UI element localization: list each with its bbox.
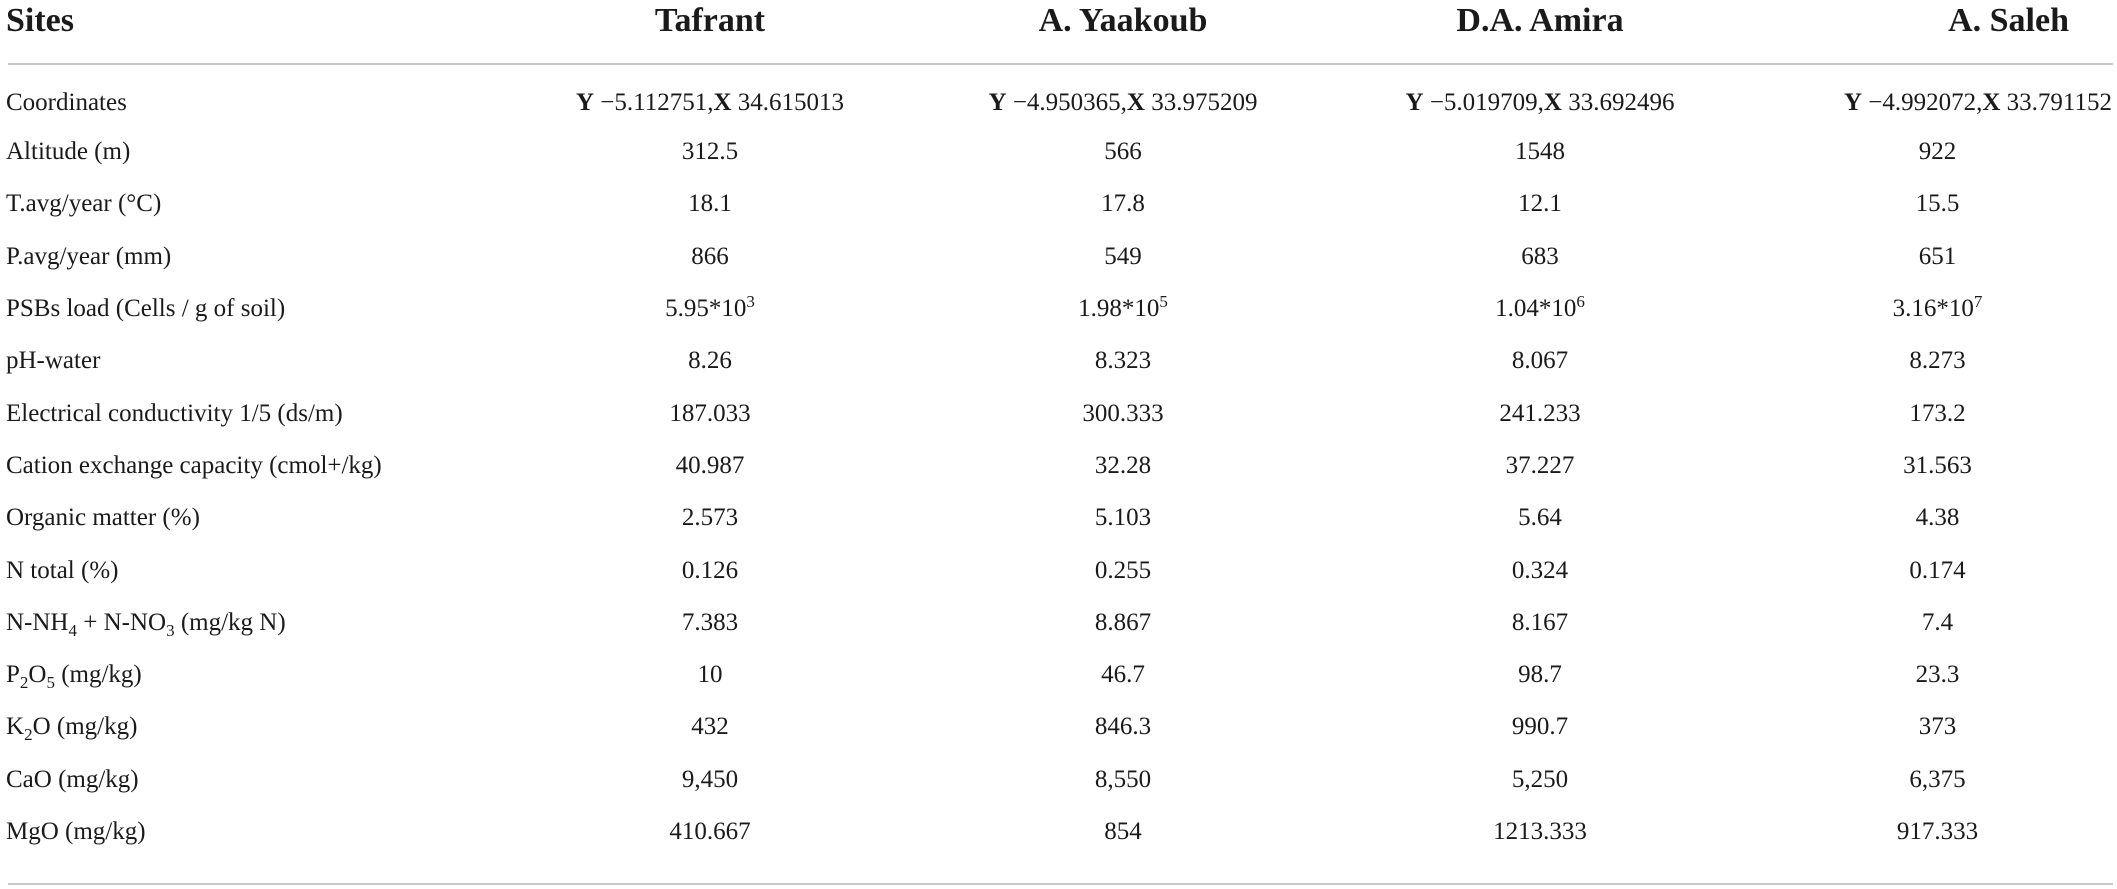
table-row-n-mineral (0, 597, 2117, 649)
table-cell: 32.28 (1094, 451, 1152, 479)
coordinate-cell (1748, 64, 2117, 126)
table-row-cao (0, 754, 2117, 806)
table-cell: 187.033 (669, 399, 751, 427)
label-part: O (28, 661, 47, 689)
row-label-n-total: N total (%) (6, 556, 119, 584)
coord-x-label: X (1982, 89, 2001, 116)
coord-y-label: Y (575, 89, 595, 116)
table-cell: 10 (697, 661, 723, 689)
table-cell: 8.273 (1909, 347, 1966, 375)
table-row-altitude (0, 126, 2117, 178)
coord-y-label: Y (1843, 89, 1862, 116)
table-cell (1748, 283, 2117, 335)
table-row-p2o5 (0, 649, 2117, 701)
row-label-pavg: P.avg/year (mm) (6, 242, 172, 270)
table-cell: 2.573 (681, 504, 739, 532)
table-cell: 373 (1918, 713, 1957, 741)
psbs-base: 5.95*10 (665, 295, 747, 323)
table-cell: 37.227 (1505, 451, 1575, 479)
table-row-pavg (0, 231, 2117, 283)
table-cell: 0.126 (681, 556, 739, 584)
label-part: + N-NO (77, 608, 167, 636)
table-cell: 410.667 (669, 818, 751, 845)
table-row-organic-matter (0, 492, 2117, 544)
coord-y-value: −4.950365, (1012, 89, 1127, 116)
table-cell (1332, 283, 1748, 335)
coord-x-value: 33.692496 (1561, 89, 1675, 116)
table-cell: 566 (1104, 138, 1142, 166)
header-a-saleh: A. Saleh (1948, 2, 2069, 39)
label-part: O (mg/kg) (32, 713, 138, 741)
table-cell: 40.987 (675, 451, 745, 479)
coord-y-label: Y (988, 89, 1007, 116)
table-cell: 4.38 (1915, 504, 1960, 532)
table-cell: 300.333 (1082, 399, 1164, 427)
header-da-amira: D.A. Amira (1456, 2, 1624, 39)
table-row-psbs-load (0, 283, 2117, 335)
coordinate-cell (1332, 64, 1748, 126)
table-cell: 173.2 (1909, 399, 1966, 427)
table-cell: 922 (1918, 138, 1957, 166)
table-cell: 7.4 (1921, 608, 1954, 636)
table-cell: 1213.333 (1493, 818, 1587, 845)
table-cell (914, 283, 1332, 335)
table-cell: 866 (691, 242, 729, 270)
table-cell: 18.1 (688, 190, 732, 218)
label-subscript: 3 (166, 620, 175, 640)
label-part: K (6, 713, 25, 741)
coord-y-value: −5.019709, (1429, 89, 1544, 116)
label-part: N-NH (6, 608, 69, 636)
table-cell: 12.1 (1518, 190, 1562, 218)
table-cell: 854 (1104, 818, 1142, 845)
table-cell: 46.7 (1101, 661, 1145, 689)
table-cell: 651 (1918, 242, 1957, 270)
table-cell: 6,375 (1909, 765, 1966, 793)
psbs-base: 3.16*10 (1892, 295, 1974, 323)
psbs-exponent: 5 (1159, 292, 1168, 312)
psbs-exponent: 6 (1576, 292, 1585, 312)
table-cell: 5.103 (1094, 504, 1152, 532)
table-cell: 9,450 (681, 765, 739, 793)
label-subscript: 2 (24, 725, 33, 745)
table-cell: 0.255 (1094, 556, 1152, 584)
table-cell: 8.867 (1094, 608, 1152, 636)
row-label-cation-exchange-capacity: Cation exchange capacity (cmol+/kg) (6, 451, 382, 479)
table-row-ph-water (0, 335, 2117, 387)
table-row-coordinates (0, 64, 2117, 126)
row-label-mgo: MgO (mg/kg) (6, 818, 146, 845)
table-cell: 8.167 (1511, 608, 1569, 636)
table-cell: 15.5 (1915, 190, 1960, 218)
label-subscript: 2 (19, 673, 29, 693)
row-label-n-mineral (0, 597, 506, 649)
table-cell: 8.323 (1094, 347, 1152, 375)
row-label-cao: CaO (mg/kg) (6, 765, 139, 793)
table-cell (506, 283, 914, 335)
table-bottom-rule (8, 883, 2113, 885)
table-cell: 432 (691, 713, 729, 741)
row-label-electrical-conductivity: Electrical conductivity 1/5 (ds/m) (6, 399, 343, 427)
row-label-coordinates: Coordinates (6, 89, 127, 116)
table-cell: 0.324 (1511, 556, 1569, 584)
table-cell: 917.333 (1896, 818, 1979, 845)
psbs-base: 1.04*10 (1495, 295, 1577, 323)
header-row (0, 0, 2117, 64)
psbs-exponent: 3 (746, 292, 755, 312)
row-label-organic-matter: Organic matter (%) (6, 504, 200, 532)
coord-x-label: X (713, 89, 732, 116)
row-label-p2o5 (0, 649, 506, 701)
label-part: (mg/kg N) (174, 608, 286, 636)
table-cell: 0.174 (1909, 556, 1966, 584)
coord-x-label: X (1543, 89, 1562, 116)
coord-y-label: Y (1405, 89, 1424, 116)
table-cell: 7.383 (681, 608, 739, 636)
table-cell: 8.26 (688, 347, 732, 375)
table-cell: 990.7 (1511, 713, 1569, 741)
table-cell: 846.3 (1094, 713, 1152, 741)
table-row-n-total (0, 544, 2117, 596)
row-label-tavg: T.avg/year (°C) (6, 190, 162, 218)
coord-x-value: 33.975209 (1144, 89, 1258, 116)
coord-y-value: −4.992072, (1868, 89, 1983, 116)
table-cell: 17.8 (1101, 190, 1145, 218)
table-cell: 98.7 (1518, 661, 1562, 689)
row-label-altitude: Altitude (m) (6, 138, 131, 166)
label-subscript: 4 (68, 620, 77, 640)
table-cell: 1548 (1515, 138, 1565, 166)
row-label-psbs-load: PSBs load (Cells / g of soil) (6, 295, 286, 323)
header-sites: Sites (6, 2, 74, 39)
label-part: P (6, 661, 20, 689)
table-row-tavg (0, 178, 2117, 230)
coordinate-cell (914, 64, 1332, 126)
coordinate-cell (506, 64, 914, 126)
table-cell: 683 (1521, 242, 1559, 270)
table-row-electrical-conductivity (0, 387, 2117, 439)
table-cell: 549 (1104, 242, 1142, 270)
table-cell: 5,250 (1511, 765, 1569, 793)
table-cell: 23.3 (1915, 661, 1960, 689)
table-cell: 5.64 (1518, 504, 1562, 532)
table-row-cation-exchange-capacity (0, 440, 2117, 492)
table-row-k2o (0, 701, 2117, 753)
coord-x-value: 33.791152 (2000, 89, 2112, 116)
label-part: (mg/kg) (54, 661, 142, 689)
table-cell: 241.233 (1499, 399, 1581, 427)
row-label-k2o (0, 701, 506, 753)
table-cell: 31.563 (1903, 451, 1972, 479)
coord-x-label: X (1126, 89, 1145, 116)
header-tafrant: Tafrant (654, 2, 766, 39)
psbs-base: 1.98*10 (1078, 295, 1160, 323)
coord-y-value: −5.112751, (600, 89, 714, 116)
coord-x-value: 34.615013 (731, 89, 845, 116)
table-cell: 8,550 (1094, 765, 1152, 793)
table-cell: 312.5 (681, 138, 739, 166)
label-subscript: 5 (46, 673, 55, 693)
psbs-exponent: 7 (1973, 292, 1983, 312)
table-cell: 8.067 (1511, 347, 1569, 375)
row-label-ph-water: pH-water (6, 347, 101, 375)
table-row-mgo (0, 806, 2117, 858)
header-a-yaakoub: A. Yaakoub (1038, 2, 1208, 39)
